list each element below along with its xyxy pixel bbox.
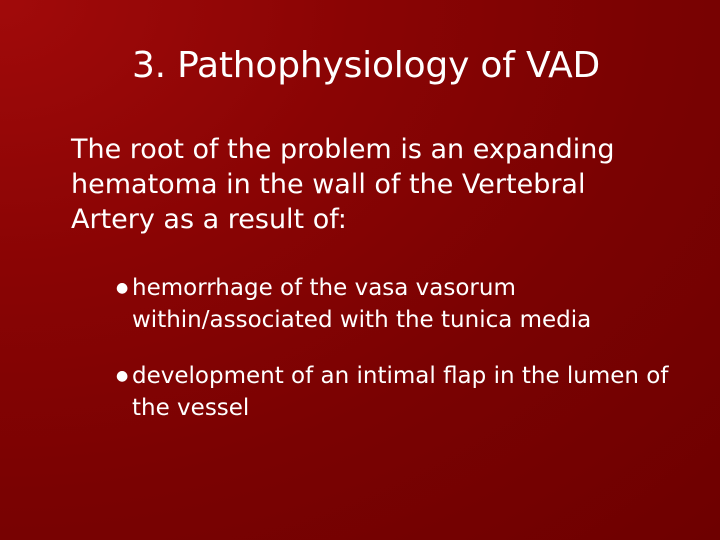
intro-paragraph: The root of the problem is an expanding hematoma in the wall of the Vertebral Artery as a result of: (71, 134, 615, 235)
bullet-dot-icon: ● (116, 280, 129, 296)
bullet-list (116, 272, 696, 448)
bullet-item (116, 272, 696, 336)
bullet-text: hemorrhage of the vasa vasorum within/associated with the tunica media (132, 275, 592, 333)
slide-title: 3. Pathophysiology of VAD (131, 45, 601, 86)
bullet-dot-icon: ● (116, 368, 129, 384)
bullet-text: development of an intimal flap in the lumen of the vessel (132, 363, 669, 421)
bullet-item (116, 360, 696, 424)
